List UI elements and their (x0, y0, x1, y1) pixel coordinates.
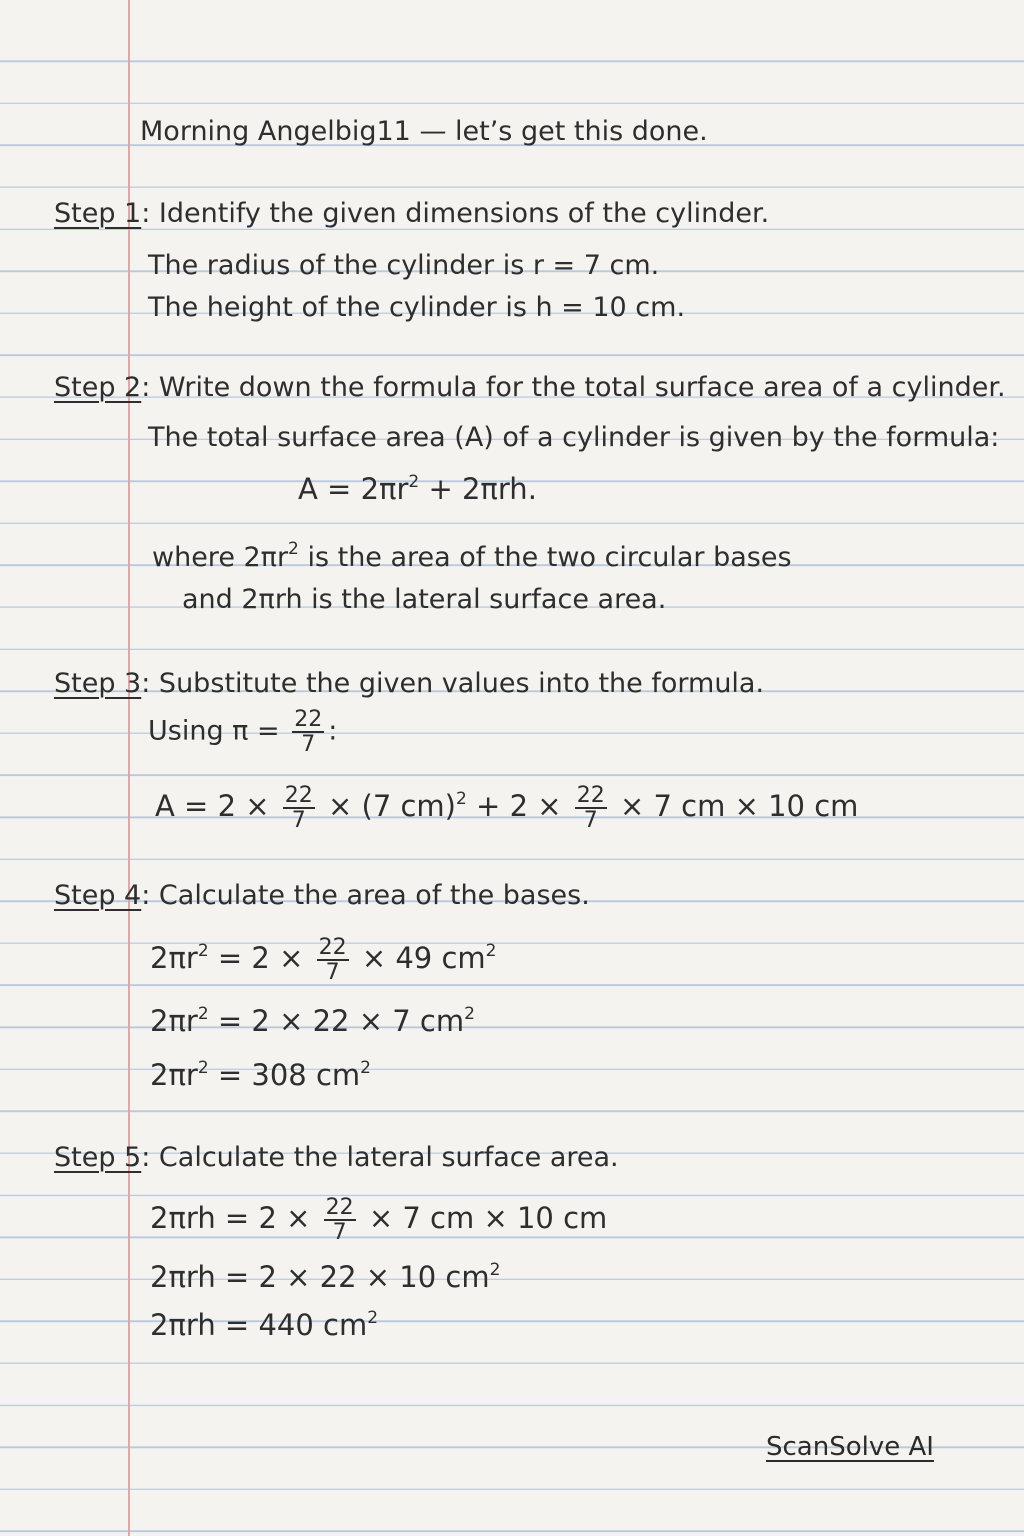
step-1-height: The height of the cylinder is h = 10 cm. (148, 292, 686, 323)
equation-part: A = 2 × (155, 789, 270, 824)
equation-part: = 2 × 22 × 7 cm (208, 1004, 465, 1038)
step-3-equation (155, 784, 858, 832)
fraction-numerator: 22 (318, 935, 347, 960)
step-3-label: Step 3 (54, 668, 142, 699)
margin-line (128, 0, 130, 1536)
formula-exponent: 2 (408, 472, 420, 492)
formula-part: A = 2πr (298, 472, 409, 506)
step-2-formula (298, 472, 537, 506)
equation-part: 2πr (150, 1004, 198, 1038)
equation-part: 2πrh = 2 × 22 × 10 cm (150, 1260, 490, 1294)
fraction-numerator: 22 (576, 783, 605, 808)
equation-exponent: 2 (360, 1058, 371, 1078)
equation-part: 2πr (150, 941, 198, 976)
equation-part: × 7 cm × 10 cm (368, 1201, 608, 1236)
using-text: Using π = (148, 715, 280, 747)
step-4-line-3 (150, 1058, 371, 1092)
equation-exponent: 2 (367, 1308, 379, 1328)
step-4-line-2 (150, 1004, 475, 1038)
equation-part: 2πrh = 440 cm (150, 1308, 368, 1342)
fraction (324, 1196, 356, 1244)
step-2-heading (54, 372, 1006, 403)
fraction-numerator: 22 (284, 783, 313, 808)
step-5-line-3 (150, 1308, 378, 1342)
equation-exponent: 2 (197, 1058, 209, 1078)
step-4-title: : Calculate the area of the bases. (141, 880, 590, 911)
where-part: where 2πr (152, 542, 289, 573)
step-3-using (148, 708, 337, 756)
step-4-label: Step 4 (54, 880, 142, 911)
step-5-title: : Calculate the lateral surface area. (141, 1142, 619, 1173)
step-5-line-2 (150, 1260, 500, 1294)
equation-exponent: 2 (197, 941, 209, 962)
where-part: is the area of the two circular bases (298, 542, 792, 573)
step-2-and: and 2πrh is the lateral surface area. (182, 584, 667, 615)
fraction-denominator: 7 (325, 960, 340, 986)
equation-exponent: 2 (485, 941, 497, 962)
formula-part: + 2πrh. (419, 472, 537, 506)
step-1-label: Step 1 (54, 198, 142, 229)
equation-exponent: 2 (489, 1260, 501, 1280)
step-4-heading (54, 880, 590, 911)
step-3-title: : Substitute the given values into the formula. (141, 668, 765, 699)
fraction-numerator: 22 (325, 1195, 354, 1220)
fraction (575, 784, 607, 832)
fraction-denominator: 7 (301, 732, 316, 758)
fraction-denominator: 7 (583, 808, 598, 834)
step-2-where (152, 539, 792, 573)
step-1-radius: The radius of the cylinder is r = 7 cm. (148, 250, 660, 281)
greeting: Morning Angelbig11 — let’s get this done. (140, 116, 708, 147)
where-exponent: 2 (288, 539, 299, 559)
equation-part: = 2 × (208, 941, 304, 976)
fraction-denominator: 7 (291, 808, 306, 834)
equation-exponent: 2 (197, 1004, 209, 1024)
fraction (317, 936, 349, 984)
step-4-line-1 (150, 936, 496, 984)
step-5-line-1 (150, 1196, 607, 1244)
fraction-numerator: 22 (294, 707, 323, 732)
equation-exponent: 2 (464, 1004, 475, 1024)
equation-part: = 308 cm (208, 1058, 361, 1092)
equation-exponent: 2 (456, 789, 467, 810)
equation-part: × 7 cm × 10 cm (619, 789, 859, 824)
equation-part: 2πrh = 2 × (150, 1201, 311, 1236)
step-5-label: Step 5 (54, 1142, 142, 1173)
step-1-title: : Identify the given dimensions of the cylinder. (141, 198, 770, 229)
pi-fraction (292, 708, 324, 756)
equation-part: × (7 cm) (327, 789, 456, 824)
step-1-heading (54, 198, 769, 229)
step-2-intro: The total surface area (A) of a cylinder is given by the formula: (148, 422, 1000, 453)
equation-part: + 2 × (466, 789, 562, 824)
equation-part: × 49 cm (361, 941, 486, 976)
step-2-title: : Write down the formula for the total surface area of a cylinder. (141, 372, 1006, 403)
signature: ScanSolve AI (766, 1432, 934, 1462)
step-3-heading (54, 668, 764, 699)
equation-part: 2πr (150, 1058, 198, 1092)
using-colon: : (328, 715, 338, 747)
fraction (283, 784, 315, 832)
step-2-label: Step 2 (54, 372, 142, 403)
step-5-heading (54, 1142, 619, 1173)
fraction-denominator: 7 (332, 1220, 347, 1246)
